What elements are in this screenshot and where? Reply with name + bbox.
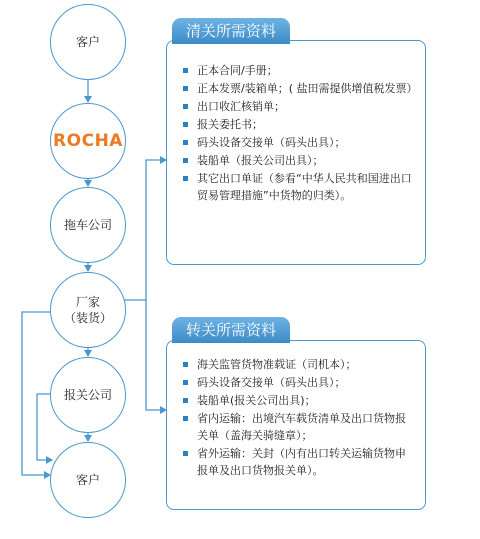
factory-label: 厂家 (75, 295, 100, 309)
list-item: 报关委托书； (183, 116, 413, 133)
trucking-node (50, 187, 126, 263)
bullet-icon (183, 158, 188, 163)
bullet-icon (183, 416, 188, 421)
list-item: 装船单(报关公司出具)； (183, 392, 413, 409)
list-item: 正本发票/装箱单；( 盐田需提供增值税发票） (183, 80, 413, 97)
list-item: 正本合同/手册； (183, 62, 413, 79)
list-item: 其它出口单证（参看“中华人民共和国进出口贸易管理措施”中货物的归类）。 (183, 170, 413, 204)
factory-sublabel: （装货） (63, 311, 112, 325)
factory-node (50, 272, 126, 348)
list-item: 码头设备交接单（码头出具）； (183, 134, 413, 151)
rocha-label: ROCHA (53, 131, 123, 151)
branch-to-clearance-panel (124, 160, 166, 300)
list-item: 省内运输：出境汽车载货清单及出口货物报关单（盖海关骑缝章）； (183, 410, 413, 444)
list-item: 海关监管货物准载证（司机本）； (183, 356, 413, 373)
customer-bottom-label: 客户 (75, 473, 100, 487)
rocha-node (50, 103, 126, 179)
customs-broker-node (50, 357, 126, 433)
bullet-icon (183, 122, 188, 127)
clearance-panel-title: 清关所需资料 (172, 18, 290, 44)
customer-top-node (50, 4, 126, 80)
bullet-icon (183, 104, 188, 109)
transfer-doc-list (183, 356, 413, 480)
loop-broker-to-customer (37, 394, 52, 460)
bullet-icon (183, 140, 188, 145)
bullet-icon (183, 451, 188, 456)
bullet-icon (183, 362, 188, 367)
customer-top-label: 客户 (75, 35, 100, 49)
bullet-icon (183, 398, 188, 403)
list-item: 码头设备交接单（码头出具）； (183, 374, 413, 391)
bullet-icon (183, 86, 188, 91)
branch-to-transfer-panel (146, 300, 166, 410)
list-item: 装船单（报关公司出具）； (183, 152, 413, 169)
clearance-doc-list (183, 62, 418, 205)
bullet-icon (183, 176, 188, 181)
bullet-icon (183, 68, 188, 73)
bullet-icon (183, 380, 188, 385)
transfer-panel-title: 转关所需资料 (172, 317, 290, 343)
customer-bottom-node (50, 442, 126, 518)
list-item: 省外运输：关封（内有出口转关运输货物申报单及出口货物报关单）。 (183, 445, 413, 479)
customs-broker-label: 报关公司 (63, 388, 112, 402)
trucking-label: 拖车公司 (63, 218, 112, 232)
list-item: 出口收汇核销单； (183, 98, 413, 115)
